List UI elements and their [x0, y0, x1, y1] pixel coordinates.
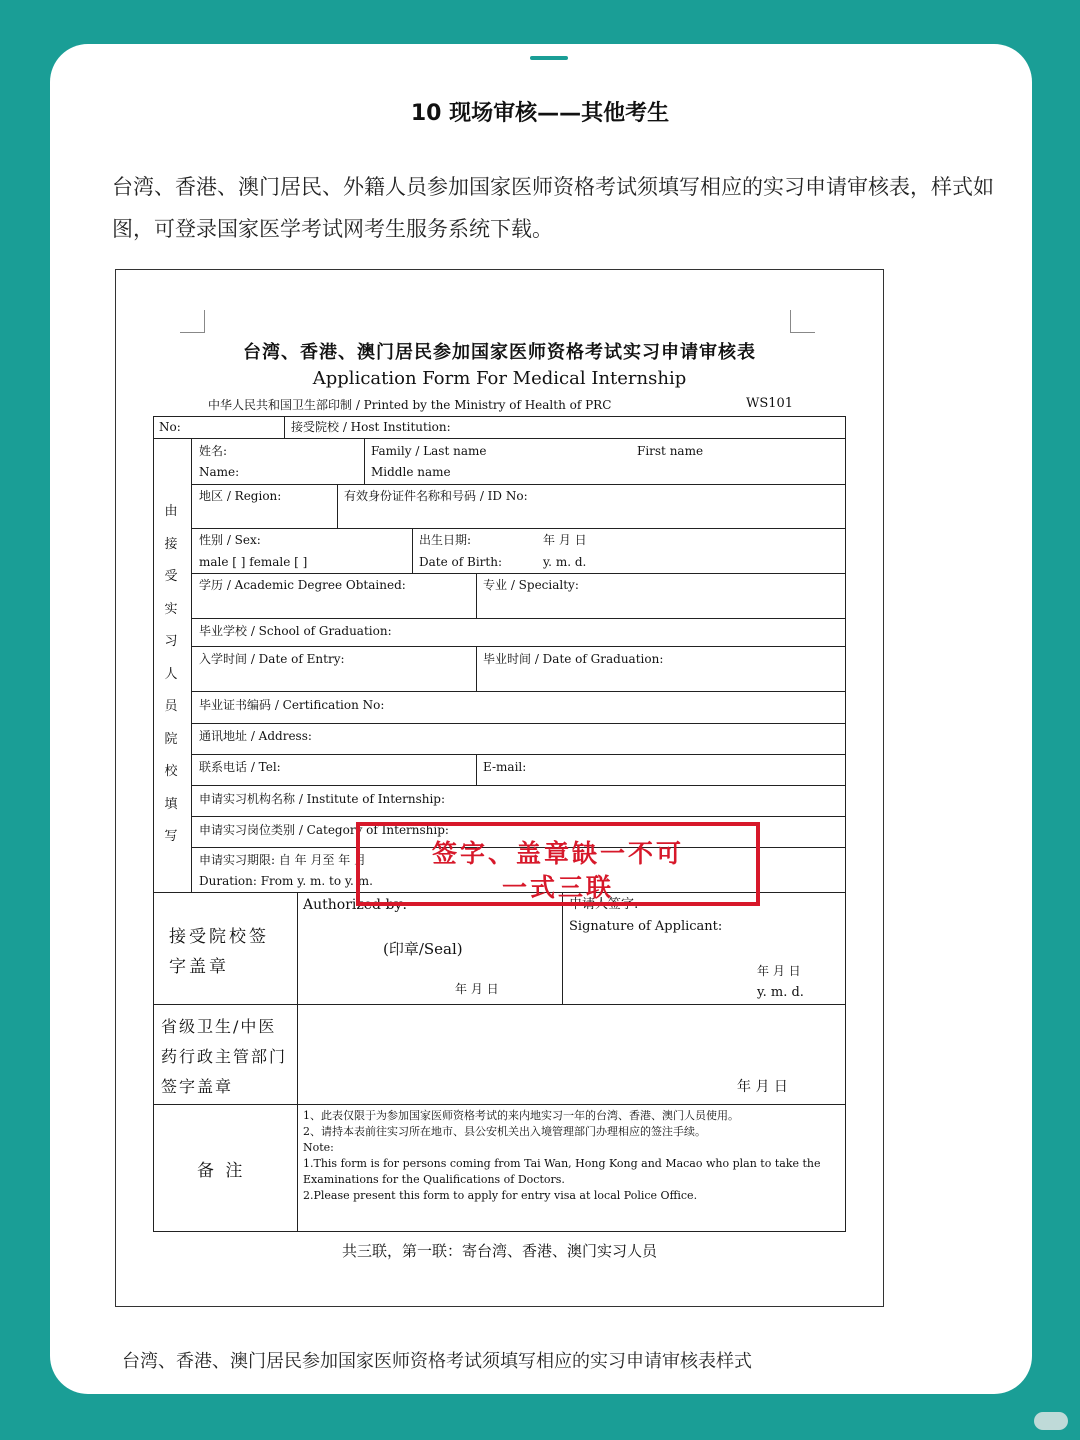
host-seal-label: 接受院校签字盖章 [169, 927, 269, 977]
grid-line [153, 416, 846, 417]
form-image [115, 269, 884, 1307]
grid-line [153, 1004, 846, 1005]
school-label: 毕业学校 / School of Graduation: [199, 624, 392, 638]
grid-line [191, 484, 846, 485]
email-label: E-mail: [483, 760, 527, 774]
watermark-badge [1034, 1412, 1068, 1430]
grid-line [191, 646, 846, 647]
image-caption: 台湾、香港、澳门居民参加国家医师资格考试须填写相应的实习申请审核表样式 [122, 1351, 752, 1372]
date-graduation-label: 毕业时间 / Date of Graduation: [483, 652, 664, 666]
name-cn-label: 姓名: [199, 444, 228, 458]
intro-paragraph: 台湾、香港、澳门居民、外籍人员参加国家医师资格考试须填写相应的实习申请审核表，样式如图，可登录国家医学考试网考生服务系统下载。 [112, 175, 994, 241]
applicant-cn-label: 申请人签字: [569, 897, 639, 912]
dob-cn-ymd: 年 月 日 [543, 533, 587, 547]
grid-line [191, 723, 846, 724]
right-date-cn: 年 月 日 [757, 964, 801, 978]
grid-line [476, 754, 477, 785]
host-institution-label: 接受院校 / Host Institution: [291, 420, 451, 434]
certification-label: 毕业证书编码 / Certification No: [199, 698, 385, 712]
remark-note: Note: [303, 1141, 334, 1154]
provincial-seal-label: 省级卫生/中医药行政主管部门签字盖章 [161, 1017, 288, 1096]
dob-cn-label: 出生日期: [419, 533, 472, 547]
name-en-label: Name: [199, 465, 240, 479]
grid-line [191, 754, 846, 755]
grid-line [337, 484, 338, 528]
sex-options: male [ ] female [ ] [199, 555, 308, 569]
grid-line [153, 416, 154, 1231]
form-subtitle: Application Form For Medical Internship [312, 368, 687, 389]
grid-line [191, 785, 846, 786]
category-label: 申请实习岗位类别 / Category of Internship: [199, 823, 449, 837]
side-label: 由接受实习人员院校填写 [164, 504, 178, 844]
specialty-label: 专业 / Specialty: [483, 578, 579, 592]
remarks-notes [303, 1108, 839, 1204]
id-no-label: 有效身份证件名称和号码 / ID No: [344, 489, 528, 503]
remark-line-1: 1、此表仅限于为参加国家医师资格考试的来内地实习一年的台湾、香港、澳门人员使用。 [303, 1109, 739, 1122]
grid-line [412, 528, 413, 573]
applicant-en-label: Signature of Applicant: [569, 919, 723, 934]
remark-line-2: 2、请持本表前往实习所在地市、县公安机关出入境管理部门办理相应的签注手续。 [303, 1125, 706, 1138]
crop-mark-right [790, 310, 815, 333]
tel-label: 联系电话 / Tel: [199, 760, 281, 774]
first-name-label: First name [637, 444, 704, 458]
grid-line [191, 691, 846, 692]
no-label: No: [159, 420, 181, 434]
provincial-date: 年 月 日 [737, 1079, 788, 1095]
duration-en-label: Duration: From y. m. to y. m. [199, 874, 373, 888]
grid-line [476, 646, 477, 691]
grid-line [284, 416, 285, 438]
printed-by: 中华人民共和国卫生部印制 / Printed by the Ministry of Health of PRC [208, 398, 612, 412]
section-heading: 10 现场审核——其他考生 [410, 101, 670, 126]
dob-en-label: Date of Birth: [419, 555, 502, 569]
date-entry-label: 入学时间 / Date of Entry: [199, 652, 345, 666]
degree-label: 学历 / Academic Degree Obtained: [199, 578, 406, 592]
grid-line [845, 416, 846, 1231]
form-footer: 共三联，第一联：寄台湾、香港、澳门实习人员 [341, 1242, 657, 1260]
remark-line-3: 1.This form is for persons coming from Tai Wan, Hong Kong and Macao who plan to take the Examinations for the Qualifications of Doctors. [303, 1157, 821, 1186]
grid-line [191, 618, 846, 619]
remarks-label: 备 注 [197, 1161, 246, 1181]
stamp-line-2: 一式三联 [501, 873, 614, 902]
grid-line [476, 573, 477, 618]
middle-name-label: Middle name [371, 465, 451, 479]
grid-line [297, 892, 298, 1231]
form-code: WS101 [746, 396, 794, 411]
stamp-annotation-box [356, 822, 760, 906]
grid-line [191, 816, 846, 817]
grid-line [364, 438, 365, 484]
family-name-label: Family / Last name [371, 444, 487, 458]
grid-line [191, 528, 846, 529]
stamp-line-1: 签字、盖章缺一不可 [431, 839, 684, 868]
sex-label: 性别 / Sex: [199, 533, 261, 547]
remark-line-4: 2.Please present this form to apply for entry visa at local Police Office. [303, 1189, 698, 1202]
right-date-en: y. m. d. [757, 985, 804, 1000]
grid-line [191, 438, 192, 892]
seal-label: (印章/Seal) [383, 940, 463, 958]
form-title: 台湾、香港、澳门居民参加国家医师资格考试实习申请审核表 [243, 342, 756, 363]
dob-en-ymd: y. m. d. [543, 555, 587, 569]
grid-line [153, 438, 846, 439]
crop-mark-left [180, 310, 205, 333]
left-date-ymd: 年 月 日 [455, 982, 499, 996]
address-label: 通讯地址 / Address: [199, 729, 312, 743]
grid-line [562, 892, 563, 1004]
region-label: 地区 / Region: [199, 489, 282, 503]
card-top-tab [530, 56, 568, 60]
grid-line [153, 1104, 846, 1105]
grid-line [191, 573, 846, 574]
grid-line [153, 1231, 846, 1232]
duration-cn-label: 申请实习期限: 自 年 月至 年 月 [199, 853, 367, 867]
institute-label: 申请实习机构名称 / Institute of Internship: [199, 792, 446, 806]
authorized-by-label: Authorized by: [303, 897, 408, 913]
